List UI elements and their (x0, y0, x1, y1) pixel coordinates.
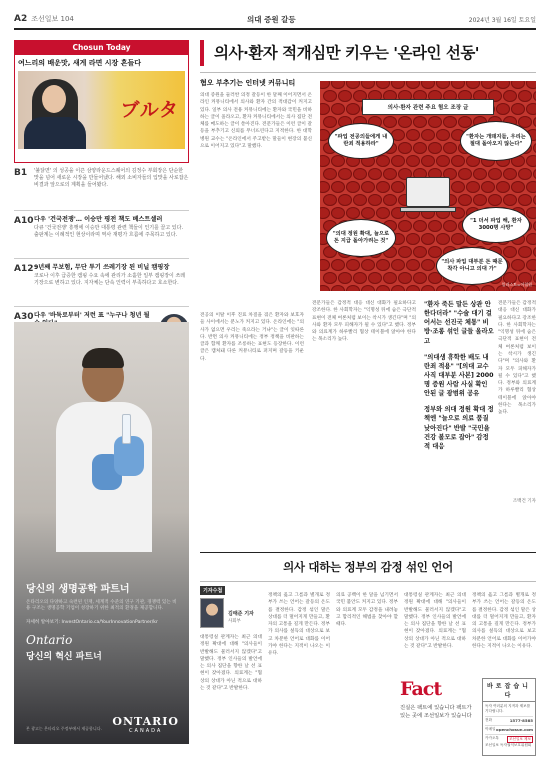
reporter-name: 김태준 기자 (228, 611, 254, 617)
divider (14, 210, 189, 211)
brief-body: '불닭면' 의 성공을 이끈 삼양라운드스퀘어의 김정수 부회장은 단순한 맛을 넘어 새로운 시장을 만들어냈다. 해외 소비자들의 입맛을 사로잡은 비결과 앞으로의 계획을 들어봤다. (34, 168, 189, 188)
speech-bubble: "의대 정원 확대, 늘으로 돈 지급 돌아가려는 것" (326, 219, 396, 257)
crowd-head (376, 207, 390, 219)
crowd-head (518, 168, 532, 180)
crowd-head (368, 272, 382, 284)
crowd-head (533, 142, 536, 154)
ad-link[interactable]: 자세히 알아보기: InvestOntario.ca/YourInnovationPartner/kr (26, 619, 158, 625)
crowd-head (361, 285, 375, 291)
crowd-head (361, 81, 375, 89)
crowd-head (488, 168, 502, 180)
crowd-head (331, 259, 345, 271)
crowd-head (511, 81, 525, 89)
crowd-head (368, 194, 382, 206)
crowd-head (376, 285, 390, 291)
opinion-body-col3: 의료 공백이 한 달을 넘기면서 국민 불안도 커지고 있다. 정부와 의료계 모두 감정을 내려놓고 합리적인 해법을 찾아야 할 때다. (336, 593, 398, 628)
contact-row (485, 716, 533, 724)
divider (200, 72, 536, 73)
crowd-head (361, 181, 375, 193)
pull-quote: 정부와 의대 정원 확대 정책엔 "늘으로 의료 품질 낮아진다" 반발 "국민을 건강 볼모로 잡아" 감정적 대응 (424, 406, 494, 450)
crowd-head (406, 259, 420, 271)
crowd-head (346, 285, 360, 291)
crowd-head (406, 129, 420, 141)
brief-content (34, 264, 189, 304)
speech-bubble: "환자는 개돼지들, 우리는 절대 돌아오지 않는다" (460, 121, 532, 161)
crowd-head (533, 220, 536, 232)
crowd-head (376, 259, 390, 271)
person-face (42, 85, 66, 113)
left-column (14, 40, 189, 758)
crowd-head (398, 142, 412, 154)
opinion-body-col1: 대통령실 관계자는 최근 의대 정원 확대에 대해 "의사들이 반발해도 물러서지 않겠다"고 말했다. 정부 인사들의 발언에는 의사 집단을 향한 날 선 표현이 잦아졌다. 의료계는 "협상의 상대가 아닌 적으로 대하는 것 같다"고 반발한다. (200, 635, 262, 691)
divider (14, 306, 189, 307)
crowd-head (391, 259, 405, 271)
opinion-body-col2: 정책의 옳고 그름과 별개로 정부가 쓰는 언어는 갈등의 온도를 결정한다. 감정 섞인 말은 상대를 더 멀어지게 만들고, 환자의 고통을 길게 만든다. 정부가 의사를 설득의 대상으로 보고 차분한 언어로 대화를 이어가야 한다는 지적이 나오는 이유다. (268, 593, 330, 657)
contact-row (485, 725, 533, 733)
contact-label: 전화 (485, 717, 492, 722)
contact-value[interactable]: openchosun.com (496, 726, 533, 732)
crowd-head (428, 220, 442, 232)
contact-label: 이메일 (485, 726, 496, 731)
correction-footer: 조선일보 독자권익보호위원회 (485, 742, 532, 747)
brief-page-code: A12 (14, 264, 34, 274)
contact-row (485, 734, 533, 743)
scientist-illustration (48, 344, 156, 554)
crowd-head (320, 285, 330, 291)
main-article (200, 40, 536, 504)
correction-heading: 바로잡습니다 (483, 679, 535, 702)
crowd-head (320, 207, 330, 219)
opinion-headline[interactable]: 의사 대하는 정부의 감정 섞인 언어 (283, 560, 453, 574)
laptop-base (400, 207, 456, 212)
column-label: 기자수첩 (200, 586, 225, 595)
crowd-head (436, 285, 450, 291)
crowd-head (391, 81, 405, 89)
brief-content (34, 216, 189, 256)
crowd-head (511, 103, 525, 115)
brief-title: 9년째 무보험, 무단 투기 쓰레기장 된 비닐 캠핑장 (34, 264, 170, 271)
brief-body: 다큐 '건국전쟁' 흥행에 이승만 대통령 관련 책들이 인기를 끌고 있다. 출판계는 이례적인 현상이라며 역사 재평가 흐름에 주목하고 있다. (34, 225, 184, 239)
crowd-head (398, 220, 412, 232)
crowd-head (353, 272, 367, 284)
crowd-head (436, 81, 450, 89)
vial-icon (122, 414, 131, 444)
article-body-col1: 의대 증원을 둘러싼 의정 갈등이 한 달째 이어지면서 온라인 커뮤니티에서 의사와 환자 간의 적대감이 커지고 있다. 일부 의사 전용 커뮤니티에는 환자와 국민을 비하하는 글이 올라오고, 환자 커뮤니티에서는 의사 집단 전체를 매도하는 글이 쏟아진다. 전문가들은 이런 글이 갈등을 부추기고 신뢰를 무너뜨린다고 지적한다. 한 대학병원 교수는 "온라인에서 주고받는 말들이 현장의 불신으로 이어지고 있다"고 말했다. (200, 93, 312, 149)
crowd-head (526, 207, 536, 219)
crowd-head (421, 129, 435, 141)
chosun-today-label: Chosun Today (14, 40, 189, 55)
crowd-head (338, 168, 352, 180)
brief-title: 다우 '바둑로부터' 저런 표 "누구나 청년 될 (34, 312, 150, 319)
crowd-head (320, 81, 330, 89)
ad-description: 온타리오의 다양하고 숙련된 인재, 세계적 수준의 연구 기관, 경쟁력 있는 비용 구조는 생명공학 기업이 성장하기 위한 최적의 환경을 제공합니다. (26, 600, 177, 612)
crowd-head (320, 155, 330, 167)
article-body-col3: 전문가들은 감정적 대응 대신 대화가 필요하다고 강조한다. 한 사회학자는 "익명성 뒤에 숨은 극단적 표현이 전체 여론처럼 보이는 착시가 생긴다"며 "의사와 환자 모두 피해자가 될 수 있다"고 했다. 정부와 의료계가 하루빨리 협상 테이블에 앉아야 한다는 목소리가 높다. (312, 301, 416, 343)
speech-bubble: "의사 파업 대부분 돈 때문 착각 아니고 의대 가" (436, 247, 508, 285)
contact-label: 카카오톡 (485, 735, 499, 740)
crowd-head (443, 116, 457, 128)
article-body-col4: 전문가들은 감정적 대응 대신 대화가 필요하다고 강조한다. 한 사회학자는 "익명성 뒤에 숨은 극단적 표현이 전체 여론처럼 보이는 착시가 생긴다"며 "의사와 환자 모두 피해자가 될 수 있다"고 했다. 정부와 의료계가 하루빨리 협상 테이블에 앉아야 한다는 목소리가 높다. (498, 301, 536, 416)
article-subhead: 혐오 부추기는 인터넷 커뮤니티 (200, 79, 296, 87)
speech-bubble: "1 더서 파업 해, 환자 3000명 사망" (462, 207, 530, 243)
crowd-head (346, 81, 360, 89)
article-byline: 조백건 기자 (512, 499, 536, 504)
crowd-head (466, 285, 480, 291)
divider (200, 581, 536, 582)
ontario-logo (112, 715, 179, 734)
crowd-head (323, 168, 337, 180)
crowd-head (323, 116, 337, 128)
crowd-head (376, 155, 390, 167)
correction-text: 독자 여러분의 지적과 제보를 기다립니다. (485, 704, 531, 714)
scientist-hair (82, 348, 124, 368)
page-header (14, 12, 536, 26)
crowd-head (473, 168, 487, 180)
crowd-head (488, 194, 502, 206)
crowd-head (533, 116, 536, 128)
crowd-head (323, 194, 337, 206)
crowd-head (533, 90, 536, 102)
crowd-head (338, 194, 352, 206)
crowd-head (361, 207, 375, 219)
laptop-icon (406, 177, 450, 207)
person-suit (24, 117, 86, 149)
crowd-head (451, 285, 465, 291)
brief-item[interactable] (14, 168, 189, 208)
crowd-head (398, 246, 412, 258)
crowd-head (398, 272, 412, 284)
logo-sub: CANADA (129, 728, 163, 734)
crowd-head (421, 285, 435, 291)
crowd-head (406, 285, 420, 291)
crowd-head (526, 259, 536, 271)
crowd-head (383, 272, 397, 284)
paper-name: 조선일보 104 (31, 15, 74, 23)
brief-body: 코로나 이후 급증한 캠핑 수요 속에 관리가 소홀한 일부 캠핑장이 쓰레기장으로 변하고 있다. 지자체는 단속 인력이 부족하다고 호소한다. (34, 273, 186, 287)
crowd-head (503, 246, 517, 258)
crowd-head (320, 103, 330, 115)
crowd-head (443, 142, 457, 154)
crowd-head (421, 233, 435, 245)
brief-item[interactable] (14, 264, 189, 304)
crowd-head (526, 155, 536, 167)
crowd-head (518, 90, 532, 102)
crowd-head (526, 233, 536, 245)
crowd-head (413, 142, 427, 154)
logo-main: ONTARIO (112, 715, 179, 728)
crowd-head (391, 155, 405, 167)
crowd-head (376, 181, 390, 193)
fact-promo[interactable] (400, 678, 478, 748)
crowd-head (436, 129, 450, 141)
crowd-head (503, 90, 517, 102)
crowd-head (458, 194, 472, 206)
crowd-head (413, 220, 427, 232)
crowd-head (338, 90, 352, 102)
crowd-head (346, 259, 360, 271)
crowd-head (320, 181, 330, 193)
crowd-head (320, 259, 330, 271)
crowd-head (451, 233, 465, 245)
header-rule (14, 28, 536, 30)
product-sign: ブルタ (120, 99, 179, 121)
crowd-head (443, 220, 457, 232)
correction-body (483, 702, 535, 750)
crowd-head (496, 181, 510, 193)
illustration-caption: 의사·환자 관련 주요 혐오 조장 글 (362, 99, 494, 115)
crowd-head (496, 81, 510, 89)
crowd-head (533, 194, 536, 206)
crowd-head (451, 81, 465, 89)
page-number: A2 (14, 14, 28, 24)
crowd-head (338, 272, 352, 284)
crowd-head (353, 194, 367, 206)
crowd-head (376, 81, 390, 89)
crowd-head (391, 181, 405, 193)
chosun-today-photo (18, 71, 185, 149)
chosun-today-box[interactable] (14, 55, 189, 163)
crowd-head (511, 181, 525, 193)
crowd-head (361, 259, 375, 271)
brief-page-code: A30 (14, 312, 34, 322)
crowd-head (383, 116, 397, 128)
crowd-head (466, 181, 480, 193)
crowd-head (466, 81, 480, 89)
crowd-head (518, 194, 532, 206)
ad-title: 당신의 생명공학 파트너 (26, 584, 130, 595)
correction-box (482, 678, 536, 756)
ad-brand: Ontario (26, 632, 73, 647)
crowd-head (421, 81, 435, 89)
crowd-head (353, 168, 367, 180)
opinion-article (200, 552, 536, 758)
crowd-head (383, 194, 397, 206)
crowd-head (503, 194, 517, 206)
crowd-head (331, 155, 345, 167)
crowd-head (428, 142, 442, 154)
crowd-head (481, 285, 495, 291)
crowd-head (346, 103, 360, 115)
issue-date: 2024년 3월 16일 토요일 (468, 16, 536, 24)
pull-quote: "환자 죽든 말든 상관 안한다더라" "수술 대기 걸어서는 선진국 체통" 비방·조롱 섞인 글들 올라오고 (424, 301, 494, 345)
crowd-head (323, 272, 337, 284)
crowd-head (436, 233, 450, 245)
chosun-today-title[interactable]: 여느리의 배운맛, 새게 라면 시장 흔들다 (18, 59, 142, 67)
contact-value[interactable]: 1577-8585 (509, 717, 533, 723)
ontario-ad[interactable] (14, 322, 189, 744)
crowd-head (331, 103, 345, 115)
reporter-photo (200, 598, 224, 628)
crowd-head (391, 285, 405, 291)
brief-item[interactable] (14, 216, 189, 256)
crowd-head (473, 194, 487, 206)
ad-tagline: 당신의 혁신 파트너 (26, 651, 102, 662)
crowd-head (406, 233, 420, 245)
crowd-head (331, 81, 345, 89)
crowd-head (503, 168, 517, 180)
crowd-head (346, 207, 360, 219)
crowd-head (331, 207, 345, 219)
crowd-head (421, 259, 435, 271)
opinion-body-col5: 정책의 옳고 그름과 별개로 정부가 쓰는 언어는 갈등의 온도를 결정한다. 감정 섞인 말은 상대를 더 멀어지게 만들고, 환자의 고통을 길게 만든다. 정부가 의사를 설득의 대상으로 보고 차분한 언어로 대화를 이어가야 한다는 지적이 나오는 이유다. (472, 593, 536, 649)
crowd-head (421, 155, 435, 167)
crowd-head (436, 155, 450, 167)
ad-text-block (26, 580, 178, 662)
crowd-head (413, 272, 427, 284)
crowd-head (526, 181, 536, 193)
crowd-head (368, 168, 382, 180)
article-illustration (320, 81, 536, 291)
crowd-head (331, 285, 345, 291)
divider (14, 258, 189, 259)
crowd-head (323, 90, 337, 102)
fact-text: 진실은 팩트에 있습니다 팩트가 있는 곳에 조선일보가 있습니다 (400, 705, 472, 720)
crowd-head (518, 246, 532, 258)
crowd-head (428, 116, 442, 128)
ad-footnote: 본 광고는 온타리오 주정부에서 제공합니다. (26, 726, 102, 731)
brief-page-code: B1 (14, 168, 28, 178)
pull-quotes (424, 300, 494, 458)
crowd-head (496, 103, 510, 115)
crowd-head (383, 168, 397, 180)
crowd-head (481, 81, 495, 89)
crowd-head (346, 181, 360, 193)
crowd-head (451, 155, 465, 167)
crowd-head (533, 168, 536, 180)
section-title: 의대 증원 갈등 (246, 14, 296, 24)
crowd-head (526, 103, 536, 115)
brief-page-code: A10 (14, 216, 34, 226)
crowd-head (451, 181, 465, 193)
crowd-head (533, 272, 536, 284)
crowd-head (398, 116, 412, 128)
main-headline[interactable]: 의사·환자 적개심만 키우는 '온라인 선동' (200, 40, 536, 66)
brief-title: 다우 '건국전쟁'… 이승만 평전 책도 베스트셀러 (34, 216, 163, 223)
opinion-body-col4: 대통령실 관계자는 최근 의대 정원 확대에 대해 "의사들이 반발해도 물러서지 않겠다"고 말했다. 정부 인사들의 발언에는 의사 집단을 향한 날 선 표현이 잦아졌다. 의료계는 "협상의 상대가 아닌 적으로 대하는 것 같다"고 반발한다. (404, 593, 466, 649)
crowd-head (331, 181, 345, 193)
crowd-head (526, 81, 536, 89)
crowd-head (481, 181, 495, 193)
crowd-head (413, 246, 427, 258)
speech-bubble: "파업 전공의들에게 내란죄 적용하라" (328, 123, 394, 159)
crowd-head (413, 116, 427, 128)
crowd-head (406, 155, 420, 167)
crowd-head (511, 259, 525, 271)
illustration-credit: 일러스트=이철원 (501, 282, 532, 287)
crowd-head (406, 81, 420, 89)
article-body-col2: 전공의 이탈 이후 진료 차질을 겪은 환자와 보호자들 사이에서는 분노가 커지고 있다. 온라인에는 "의사가 없으면 우리는 죽으라는 거냐"는 글이 잇따른다. 반면 의사 커뮤니티에는 정부 정책을 비판하는 글과 함께 환자를 조롱하는 표현도 등장한다. 이런 글은 캡처돼 다른 커뮤니티로 퍼지며 갈등을 키운다. (200, 313, 304, 362)
crowd-head (533, 246, 536, 258)
pull-quote: "의대생 휴학한 배도 내란죄 적용" "[의대 교수 사직 대부분 사본] 2000명 증원 사람 사실 확인 안된 글 광범위 공유 (424, 353, 494, 398)
reporter-dept: 사회부 (228, 619, 241, 624)
crowd-head (458, 168, 472, 180)
fact-logo: Fact (400, 678, 442, 700)
kakao-badge[interactable]: 조선일보 제보 (507, 736, 533, 743)
